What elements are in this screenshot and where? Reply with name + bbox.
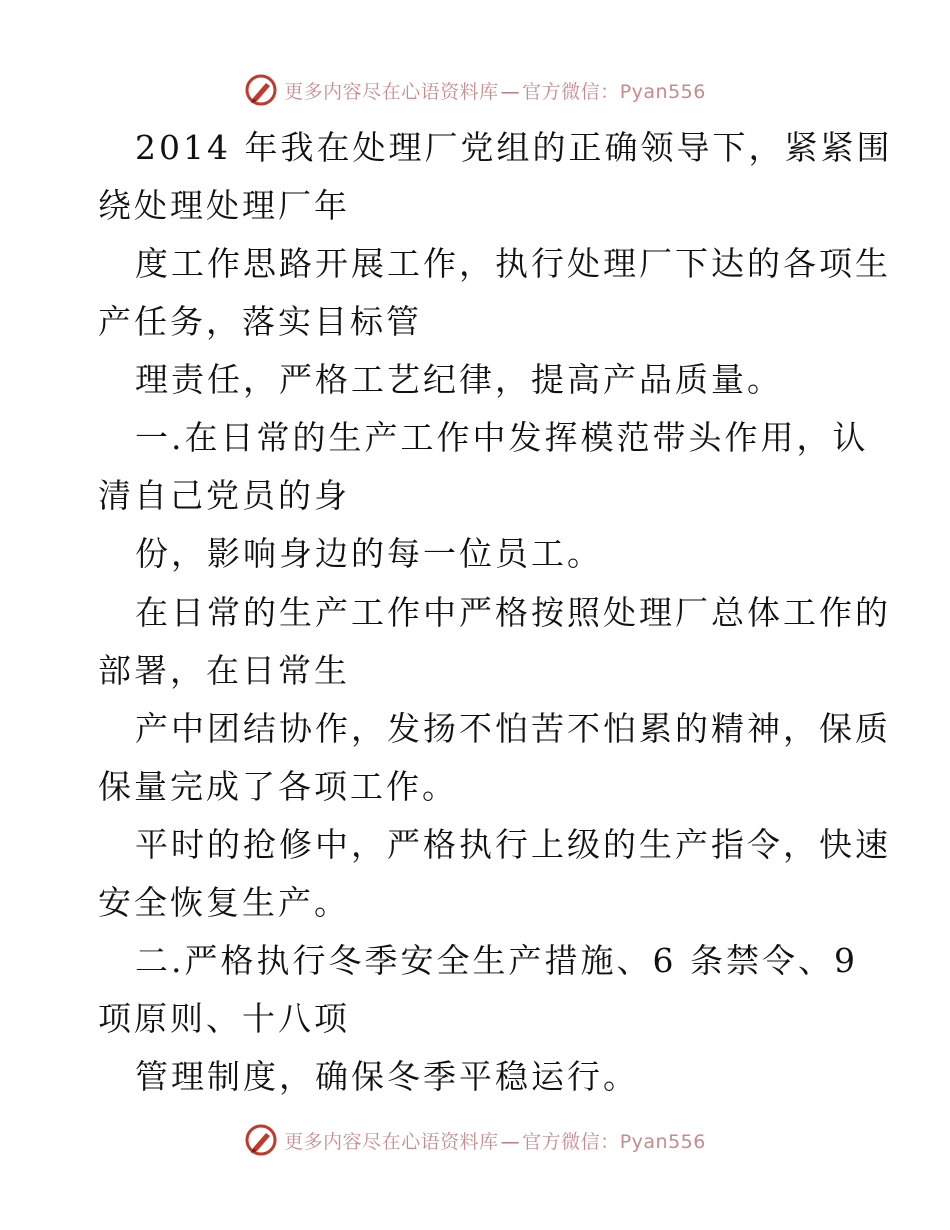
text-line-3: 度工作思路开展工作，执行处理厂下达的各项生 — [135, 244, 891, 283]
text-line-17: 管理制度，确保冬季平稳运行。 — [135, 1057, 639, 1096]
watermark-text — [284, 77, 706, 104]
pen-logo-icon — [244, 73, 278, 107]
text-line-5: 理责任，严格工艺纪律，提高产品质量。 — [135, 360, 783, 399]
watermark-wechat-id: Pyan556 — [619, 1130, 706, 1153]
text-line-1: 2014 年我在处理厂党组的正确领导下，紧紧围 — [135, 128, 893, 167]
text-line-6: 一.在日常的生产工作中发挥模范带头作用，认 — [135, 418, 869, 457]
text-line-13: 平时的抢修中，严格执行上级的生产指令，快速 — [135, 825, 891, 864]
text-line-8: 份，影响身边的每一位员工。 — [135, 534, 603, 573]
watermark-site: 更多内容尽在心语资料库 — [284, 1130, 499, 1153]
text-line-10: 部署，在日常生 — [98, 651, 350, 690]
watermark-site: 更多内容尽在心语资料库 — [284, 80, 499, 103]
watermark-official: 官方微信： — [522, 1130, 620, 1153]
text-line-4: 产任务，落实目标管 — [98, 302, 422, 341]
text-line-16: 项原则、十八项 — [98, 999, 350, 1038]
watermark-official: 官方微信： — [522, 80, 620, 103]
text-line-14: 安全恢复生产。 — [98, 883, 350, 922]
watermark-separator: — — [500, 1130, 521, 1153]
text-line-11: 产中团结协作，发扬不怕苦不怕累的精神，保质 — [135, 709, 891, 748]
footer-watermark — [0, 1120, 950, 1160]
text-line-7: 清自己党员的身 — [98, 476, 350, 515]
header-watermark — [0, 70, 950, 110]
watermark-separator: — — [500, 80, 521, 103]
pen-logo-icon — [244, 1123, 278, 1157]
text-line-15: 二.严格执行冬季安全生产措施、6 条禁令、9 — [135, 941, 858, 980]
text-line-2: 绕处理处理厂年 — [98, 186, 350, 225]
text-line-12: 保量完成了各项工作。 — [98, 767, 458, 806]
watermark-text — [284, 1127, 706, 1154]
watermark-wechat-id: Pyan556 — [619, 80, 706, 103]
text-line-9: 在日常的生产工作中严格按照处理厂总体工作的 — [135, 593, 891, 632]
